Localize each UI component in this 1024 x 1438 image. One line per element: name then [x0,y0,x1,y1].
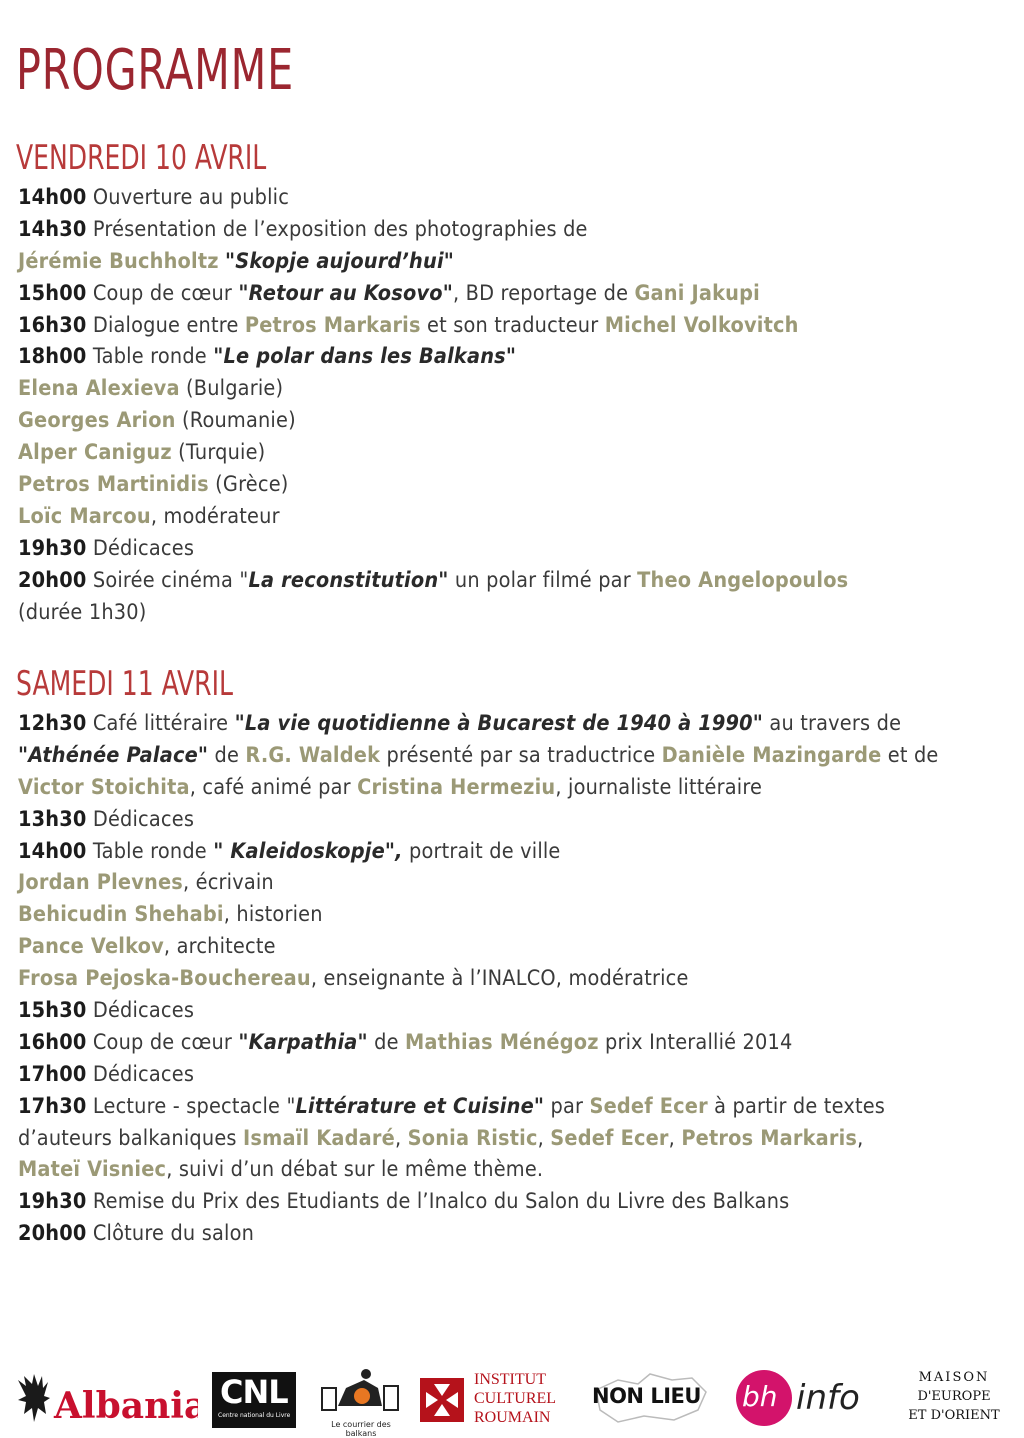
albania-logo-text: Albania [54,1385,198,1427]
schedule-name: Gani Jakupi [634,280,760,306]
cnl-logo [212,1372,296,1428]
schedule-title: La reconstitution" [248,567,449,593]
day-heading-friday: VENDREDI 10 AVRIL [16,138,267,178]
schedule-name: Sedef Ecer [550,1125,669,1151]
schedule-text: Table ronde [86,344,214,370]
schedule-text: Dédicaces [86,1061,195,1087]
schedule-line [18,437,1008,469]
schedule-line [18,867,1008,899]
cnl-logo-text: CNL [220,1373,288,1411]
schedule-text: de [367,1029,405,1055]
schedule-text: de [208,742,246,768]
schedule-text: , écrivain [182,870,274,896]
schedule-text: et son traducteur [420,312,605,338]
schedule-name: Victor Stoichita [18,774,190,800]
schedule-name: Loïc Marcou [18,503,151,529]
schedule-line [18,899,1008,931]
schedule-text: un polar filmé par [448,567,638,593]
schedule-name: R.G. Waldek [245,742,381,768]
schedule-line [18,214,1008,246]
schedule-line [18,278,1008,310]
schedule-name: Pance Velkov [18,934,164,960]
schedule-line [18,310,1008,342]
non-lieu-logo [588,1370,714,1426]
schedule-line [18,708,1008,740]
schedule-name: Behicudin Shehabi [18,902,224,928]
schedule-name: Petros Markaris [681,1125,858,1151]
schedule-name: Michel Volkovitch [604,312,799,338]
schedule-text: (Bulgarie) [179,376,284,402]
schedule-name: Mathias Ménégoz [404,1029,599,1055]
icr-line-1: INSTITUT [474,1371,546,1388]
schedule-name: Theo Angelopoulos [637,567,849,593]
schedule-time: 15h00 [18,280,87,306]
schedule-name: Sonia Ristic [407,1125,538,1151]
schedule-time: 19h30 [18,1189,87,1215]
saturday-schedule [18,708,1008,1250]
schedule-text: (durée 1h30) [18,599,147,625]
schedule-text: , [857,1125,864,1151]
schedule-line [18,1027,1008,1059]
institut-culturel-roumain-logo [420,1370,580,1430]
schedule-line [18,995,1008,1027]
schedule-text: Dédicaces [86,998,195,1024]
schedule-time: 14h30 [18,216,87,242]
schedule-line [18,182,1008,214]
icr-emblem-icon [420,1378,464,1422]
schedule-time: 17h00 [18,1061,87,1087]
schedule-text: (Turquie) [171,440,266,466]
page-title: PROGRAMME [16,38,295,103]
schedule-line [18,1186,1008,1218]
schedule-text: , modérateur [150,503,280,529]
schedule-title: "Athénée Palace" [18,742,209,768]
schedule-name: Ismaïl Kadaré [243,1125,395,1151]
schedule-title: Littérature et Cuisine" [295,1093,545,1119]
schedule-time: 17h30 [18,1093,87,1119]
schedule-text: Dédicaces [86,535,195,561]
schedule-time: 14h00 [18,838,87,864]
schedule-name: Alper Caniguz [18,440,172,466]
schedule-time: 12h30 [18,711,87,736]
schedule-text: Ouverture au public [86,185,290,210]
schedule-line [18,565,1008,597]
schedule-text: , architecte [163,934,276,960]
schedule-time: 19h30 [18,535,87,561]
info-text: info [796,1378,860,1418]
schedule-time: 15h30 [18,998,87,1024]
schedule-line [18,804,1008,836]
schedule-text: Dialogue entre [86,312,245,338]
schedule-line [18,1123,1008,1155]
sponsor-logos [0,1360,1024,1438]
schedule-text: , [394,1125,408,1151]
schedule-line [18,740,1008,772]
schedule-text: et de [881,742,939,768]
schedule-time: 20h00 [18,567,87,593]
schedule-text: , BD reportage de [452,280,635,306]
schedule-text: Présentation de l’exposition des photographies de [86,216,588,242]
schedule-line [18,1059,1008,1091]
schedule-name: Sedef Ecer [589,1093,708,1119]
schedule-time: 16h30 [18,312,87,338]
schedule-line [18,1218,1008,1250]
schedule-text: à partir de textes [707,1093,886,1119]
schedule-line [18,597,1008,629]
schedule-name: Frosa Pejoska-Bouchereau [18,966,311,992]
schedule-text: Soirée cinéma " [86,567,249,593]
bh-text: bh [742,1380,778,1413]
meo-line-3: ET D'ORIENT [908,1408,1000,1423]
schedule-time: 14h00 [18,185,87,210]
schedule-text: Clôture du salon [86,1221,255,1247]
schedule-title: " Kaleidoskopje", [213,838,403,864]
schedule-text: Remise du Prix des Etudiants de l’Inalco du Salon du Livre des Balkans [86,1189,790,1215]
schedule-text: Coup de cœur [86,280,239,306]
bh-info-logo [734,1368,884,1428]
schedule-text: prix Interallié 2014 [598,1029,793,1055]
schedule-name: Cristina Hermeziu [357,774,556,800]
schedule-line [18,772,1008,804]
schedule-name: Georges Arion [18,408,176,434]
schedule-text: au travers de [763,711,902,736]
schedule-line [18,341,1008,373]
schedule-text: d’auteurs balkaniques [18,1125,244,1151]
schedule-text: portrait de ville [402,838,561,864]
schedule-text: présenté par sa traductrice [380,742,662,768]
day-heading-saturday: SAMEDI 11 AVRIL [16,664,233,704]
schedule-text: , journaliste littéraire [555,774,763,800]
schedule-line [18,963,1008,995]
schedule-line [18,469,1008,501]
schedule-name: Elena Alexieva [18,376,180,402]
schedule-name: Petros Martinidis [18,472,209,498]
schedule-title: "La vie quotidienne à Bucarest de 1940 à 1990" [234,711,764,736]
meo-line-2: D'EUROPE [917,1389,991,1404]
schedule-time: 18h00 [18,344,87,370]
schedule-text: Lecture - spectacle " [86,1093,296,1119]
schedule-line [18,533,1008,565]
schedule-time: 20h00 [18,1221,87,1247]
schedule-line [18,1154,1008,1186]
schedule-line [18,836,1008,868]
schedule-text: Table ronde [86,838,214,864]
schedule-text: , [537,1125,551,1151]
schedule-line [18,246,1008,278]
schedule-text: par [544,1093,590,1119]
maison-europe-orient-logo [906,1368,1002,1430]
schedule-text: , café animé par [189,774,358,800]
schedule-line [18,1091,1008,1123]
schedule-text: (Roumanie) [175,408,296,434]
schedule-text: , historien [223,902,323,928]
schedule-line [18,373,1008,405]
eagle-icon [14,1372,198,1428]
cnl-logo-subtext: Centre national du Livre [218,1412,291,1419]
schedule-name: Jérémie Buchholtz [18,248,219,274]
schedule-text: , [668,1125,682,1151]
schedule-line [18,405,1008,437]
schedule-name: Mateï Visniec [18,1157,167,1183]
meo-line-1: MAISON [918,1370,990,1385]
schedule-line [18,931,1008,963]
schedule-title: "Skopje aujourd’hui" [225,248,455,274]
schedule-text: Coup de cœur [86,1029,239,1055]
schedule-title: "Le polar dans les Balkans" [213,344,517,370]
schedule-time: 16h00 [18,1029,87,1055]
courrier-des-balkans-logo [316,1366,406,1438]
schedule-text: , suivi d’un débat sur le même thème. [166,1157,544,1183]
courrier-illustration-icon [316,1366,406,1416]
schedule-line [18,501,1008,533]
schedule-name: Jordan Plevnes [18,870,183,896]
schedule-text: , enseignante à l’INALCO, modératrice [310,966,689,992]
non-lieu-text: NON LIEU [592,1384,701,1408]
friday-schedule [18,182,1008,628]
albania-logo [14,1372,198,1428]
icr-line-3: ROUMAIN [474,1409,551,1426]
schedule-text: Café littéraire [86,711,235,736]
schedule-time: 13h30 [18,806,87,832]
schedule-text: (Grèce) [208,472,289,498]
schedule-title: "Karpathia" [238,1029,368,1055]
schedule-name: Petros Markaris [244,312,421,338]
schedule-text: Dédicaces [86,806,195,832]
courrier-logo-text: Le courrier des balkans [331,1420,391,1438]
schedule-title: "Retour au Kosovo" [238,280,453,306]
icr-line-2: CULTUREL [474,1390,557,1407]
schedule-name: Danièle Mazingarde [661,742,882,768]
